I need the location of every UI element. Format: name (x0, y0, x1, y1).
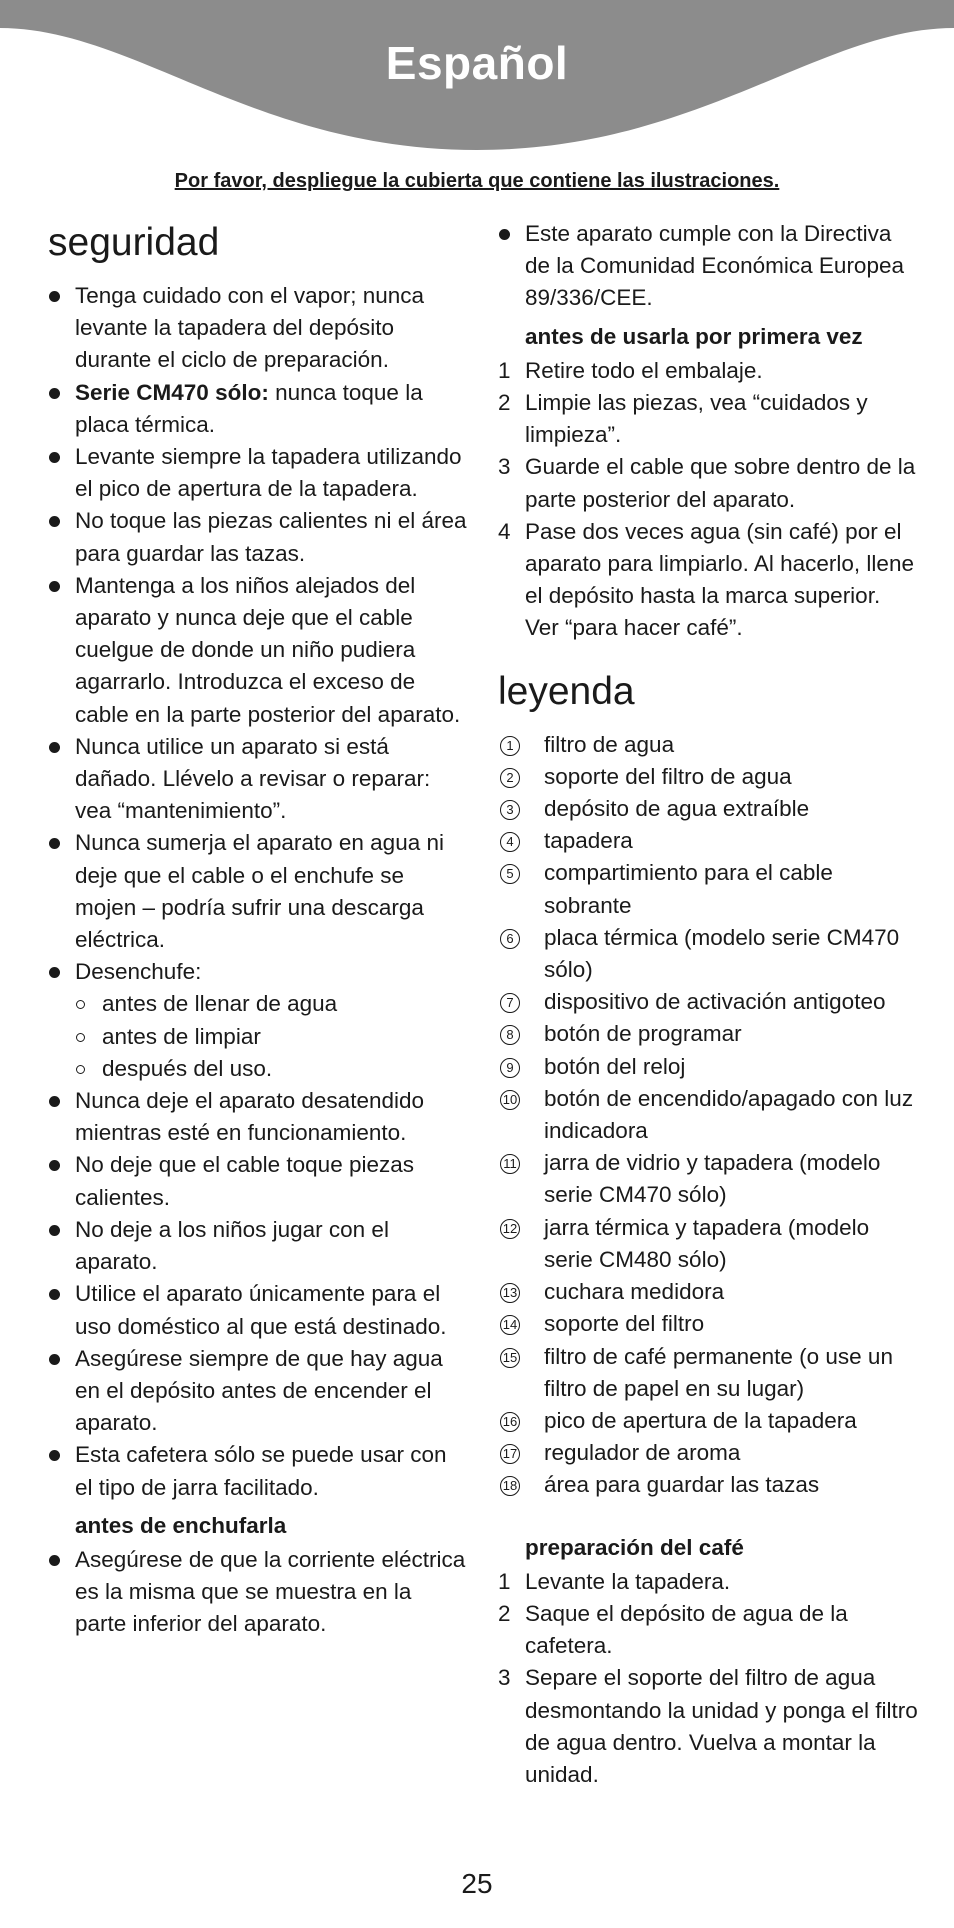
step-item: 2 Limpie las piezas, vea “cuidados y limpieza”. (498, 390, 868, 448)
circled-number: 13 (500, 1283, 520, 1303)
illustrations-notice: Por favor, despliegue la cubierta que contiene las ilustraciones. (174, 170, 780, 192)
bullet-icon (49, 1096, 60, 1107)
unplug-subitem: antes de limpiar (75, 1021, 468, 1053)
legend-item: 11 jarra de vidrio y tapadera (modelo serie CM470 sólo) (498, 1147, 918, 1211)
circled-number: 2 (500, 768, 520, 788)
before-plugging-item: Asegúrese de que la corriente eléctrica es la misma que se muestra en la parte inferior del aparato. (48, 1544, 468, 1641)
safety-item: Serie CM470 sólo: nunca toque la placa térmica. (48, 377, 468, 441)
before-plugging-list (48, 1544, 468, 1641)
unplug-subitem: después del uso. (75, 1053, 468, 1085)
step-item: 2 Saque el depósito de agua de la cafetera. (498, 1600, 848, 1659)
legend-item: 16 pico de apertura de la tapadera (498, 1405, 918, 1437)
before-first-use-heading: antes de usarla por primera vez (525, 323, 863, 349)
circled-number: 15 (500, 1348, 520, 1368)
legend-item: 12 jarra térmica y tapadera (modelo serie CM480 sólo) (498, 1212, 918, 1276)
before-first-use-steps (498, 355, 918, 645)
bullet-icon (49, 581, 60, 592)
unplug-sublist (75, 988, 468, 1085)
coffee-prep-heading: preparación del café (525, 1534, 744, 1560)
step-item: 1 Retire todo el embalaje. (498, 357, 763, 383)
legend-list (498, 729, 918, 1502)
safety-item: Asegúrese siempre de que hay agua en el depósito antes de encender el aparato. (48, 1343, 468, 1440)
circled-number: 1 (500, 736, 520, 756)
safety-item: Mantenga a los niños alejados del aparato y nunca deje que el cable cuelgue de donde un niño pudiera agarrarlo. Introduzca el exceso de cable en la parte posterior del aparato. (48, 570, 468, 731)
bullet-icon (49, 1354, 60, 1365)
circled-number: 9 (500, 1058, 520, 1078)
step-item: 4 Pase dos veces agua (sin café) por el aparato para limpiarlo. Al hacerlo, llene el depósito hasta la marca superior. Ver “para hacer café”. (498, 518, 914, 641)
circled-number: 5 (500, 864, 520, 884)
safety-item: Esta cafetera sólo se puede usar con el tipo de jarra facilitado. (48, 1439, 468, 1503)
circle-bullet-icon (76, 1065, 85, 1074)
bullet-icon (49, 838, 60, 849)
coffee-prep-steps (498, 1566, 918, 1791)
circled-number: 6 (500, 929, 520, 949)
circled-number: 11 (500, 1154, 520, 1174)
step-item: 1 Levante la tapadera. (498, 1568, 731, 1594)
page-title: Español (385, 37, 569, 89)
legend-item: 14 soporte del filtro (498, 1308, 918, 1340)
legend-item: 10 botón de encendido/apagado con luz indicadora (498, 1083, 918, 1147)
unplug-subitem: antes de llenar de agua (75, 988, 468, 1020)
legend-item: 7 dispositivo de activación antigoteo (498, 986, 918, 1018)
safety-item: No toque las piezas calientes ni el área para guardar las tazas. (48, 505, 468, 569)
circled-number: 17 (500, 1444, 520, 1464)
safety-item: Nunca sumerja el aparato en agua ni deje que el cable o el enchufe se mojen – podría sufrir una descarga eléctrica. (48, 827, 468, 956)
safety-item: Utilice el aparato únicamente para el uso doméstico al que está destinado. (48, 1278, 468, 1342)
circled-number: 4 (500, 832, 520, 852)
directive-item: Este aparato cumple con la Directiva de la Comunidad Económica Europea 89/336/CEE. (498, 218, 918, 315)
legend-item: 3 depósito de agua extraíble (498, 793, 918, 825)
bullet-icon (49, 1555, 60, 1566)
bullet-icon (49, 1160, 60, 1171)
before-plugging-heading: antes de enchufarla (75, 1512, 287, 1538)
bullet-icon (49, 742, 60, 753)
legend-item: 2 soporte del filtro de agua (498, 761, 918, 793)
bullet-icon (49, 1289, 60, 1300)
legend-item: 1 filtro de agua (498, 729, 918, 761)
step-item: 3 Guarde el cable que sobre dentro de la parte posterior del aparato. (498, 454, 916, 512)
safety-list (48, 280, 468, 1504)
legend-item: 6 placa térmica (modelo serie CM470 sólo) (498, 922, 918, 986)
legend-item: 15 filtro de café permanente (o use un filtro de papel en su lugar) (498, 1341, 918, 1405)
circled-number: 14 (500, 1315, 520, 1335)
circled-number: 16 (500, 1412, 520, 1432)
safety-item-unplug: Desenchufe: antes de llenar de agua antes de limpiar después del uso. (48, 956, 468, 1085)
bullet-icon (49, 1450, 60, 1461)
circled-number: 3 (500, 800, 520, 820)
bullet-icon (49, 452, 60, 463)
bullet-icon (49, 967, 60, 978)
circle-bullet-icon (76, 1000, 85, 1009)
legend-item: 18 área para guardar las tazas (498, 1469, 918, 1501)
bullet-icon (49, 516, 60, 527)
step-item: 3 Separe el soporte del filtro de agua desmontando la unidad y ponga el filtro de agua dentro. Vuelva a montar la unidad. (498, 1665, 918, 1787)
legend-item: 4 tapadera (498, 825, 918, 857)
bullet-icon (49, 388, 60, 399)
page-number: 25 (461, 1868, 493, 1899)
bullet-icon (49, 1225, 60, 1236)
legend-item: 17 regulador de aroma (498, 1437, 918, 1469)
safety-item: Nunca deje el aparato desatendido mientras esté en funcionamiento. (48, 1085, 468, 1149)
legend-heading: leyenda (498, 669, 635, 713)
safety-item: No deje que el cable toque piezas calientes. (48, 1149, 468, 1213)
legend-item: 8 botón de programar (498, 1018, 918, 1050)
right-column (498, 218, 918, 1791)
bullet-icon (49, 291, 60, 302)
circle-bullet-icon (76, 1033, 85, 1042)
safety-item: Tenga cuidado con el vapor; nunca levante la tapadera del depósito durante el ciclo de preparación. (48, 280, 468, 377)
safety-item: Levante siempre la tapadera utilizando el pico de apertura de la tapadera. (48, 441, 468, 505)
circled-number: 18 (500, 1476, 520, 1496)
legend-item: 13 cuchara medidora (498, 1276, 918, 1308)
circled-number: 8 (500, 1025, 520, 1045)
bullet-icon (499, 229, 510, 240)
circled-number: 12 (500, 1219, 520, 1239)
legend-item: 5 compartimiento para el cable sobrante (498, 857, 918, 921)
safety-item: Nunca utilice un aparato si está dañado. Llévelo a revisar o reparar: vea “mantenimiento”. (48, 731, 468, 828)
circled-number: 7 (500, 993, 520, 1013)
safety-heading: seguridad (48, 221, 220, 264)
safety-item: No deje a los niños jugar con el aparato. (48, 1214, 468, 1278)
left-column (48, 218, 468, 1641)
directive-list (498, 218, 918, 315)
circled-number: 10 (500, 1090, 520, 1110)
legend-item: 9 botón del reloj (498, 1051, 918, 1083)
